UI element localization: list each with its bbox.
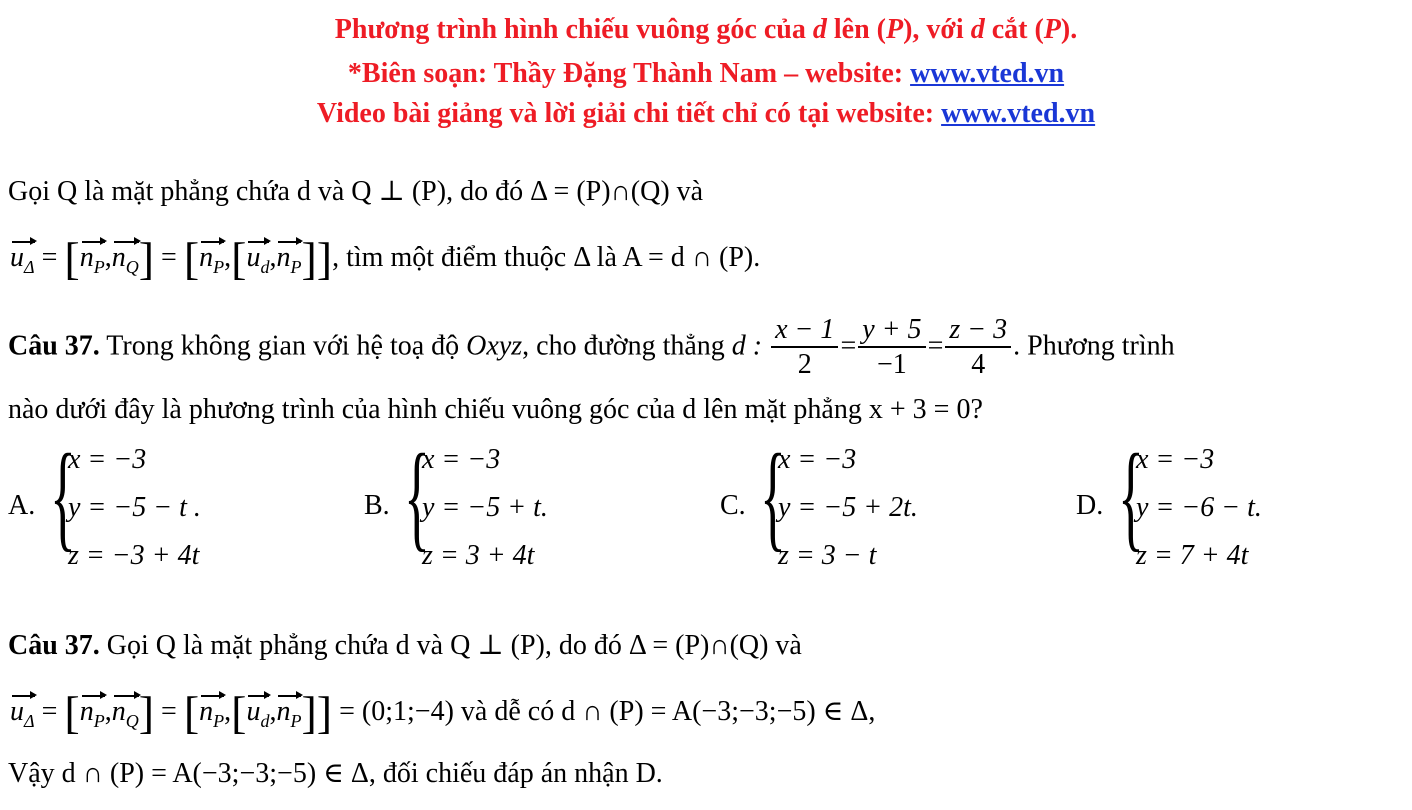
theory-line-1: Gọi Q là mặt phẳng chứa d và Q ⊥ (P), do đó Δ = (P)∩(Q) và [8, 176, 704, 207]
option-label: D. [1076, 490, 1104, 521]
header-line-3: Video bài giảng và lời giải chi tiết chỉ có tại website: www.vted.vn [316, 98, 1096, 129]
system-line: y = −5 − t . [68, 492, 201, 523]
question-line-2: nào dưới đây là phương trình của hình chiếu vuông góc của d lên mặt phẳng x + 3 = 0? [8, 394, 983, 425]
fraction-y: $\frac{y + 5}{-1}$ [858, 314, 925, 382]
option-label: A. [8, 490, 36, 521]
solution-line-1: Câu 37. Gọi Q là mặt phẳng chứa d và Q ⊥ (P), do đó Δ = (P)∩(Q) và [8, 630, 802, 661]
theory-line-2: $u_\Delta = [n_P,n_Q] = [n_P,[u_d,n_P]]$, tìm một điểm thuộc Δ là A = d ∩ (P). [10, 233, 761, 284]
system-line: x = −3 [1136, 444, 1215, 475]
system-line: z = 3 − t [778, 540, 877, 571]
brace-icon: { [760, 429, 786, 562]
system-line: x = −3 [68, 444, 147, 475]
header-line-2: *Biên soạn: Thầy Đặng Thành Nam – website: www.vted.vn [347, 58, 1065, 89]
solution-line-2: $u_\Delta = [n_P,n_Q] = [n_P,[u_d,n_P]]$ = (0;1;−4) và dễ có d ∩ (P) = A(−3;−3;−5) ∈ Δ, [10, 687, 876, 738]
fraction-z: $\frac{z - 3}{4}$ [945, 314, 1011, 382]
option-label: C. [720, 490, 746, 521]
option-label: B. [364, 490, 390, 521]
question-label: Câu 37. [8, 330, 100, 362]
brace-icon: { [50, 429, 76, 562]
brace-icon: { [1118, 429, 1144, 562]
fraction-x: $\frac{x - 1}{2}$ [771, 314, 838, 382]
system-line: y = −5 + 2t. [778, 492, 918, 523]
system-line: x = −3 [422, 444, 501, 475]
system-line: y = −5 + t. [422, 492, 548, 523]
header-line-1: Phương trình hình chiếu vuông góc của d lên (P), với d cắt (P). [334, 14, 1078, 45]
solution-label: Câu 37. [8, 630, 100, 661]
website-link[interactable]: www.vted.vn [910, 58, 1065, 89]
website-link-2[interactable]: www.vted.vn [941, 98, 1096, 129]
system-line: y = −6 − t. [1136, 492, 1262, 523]
system-line: z = −3 + 4t [68, 540, 200, 571]
system-line: z = 7 + 4t [1136, 540, 1249, 571]
question-line-1: Câu 37. Trong không gian với hệ toạ độ Oxyz, cho đường thẳng d : $\frac{x - 1}{2}$ = $\frac{y + 5}{-1}$ = $\frac{z - 3}{4}$ . Phương trình [8, 314, 1175, 381]
system-line: x = −3 [778, 444, 857, 475]
brace-icon: { [404, 429, 430, 562]
solution-line-3: Vậy d ∩ (P) = A(−3;−3;−5) ∈ Δ, đối chiếu đáp án nhận D. [8, 758, 663, 789]
system-line: z = 3 + 4t [422, 540, 535, 571]
